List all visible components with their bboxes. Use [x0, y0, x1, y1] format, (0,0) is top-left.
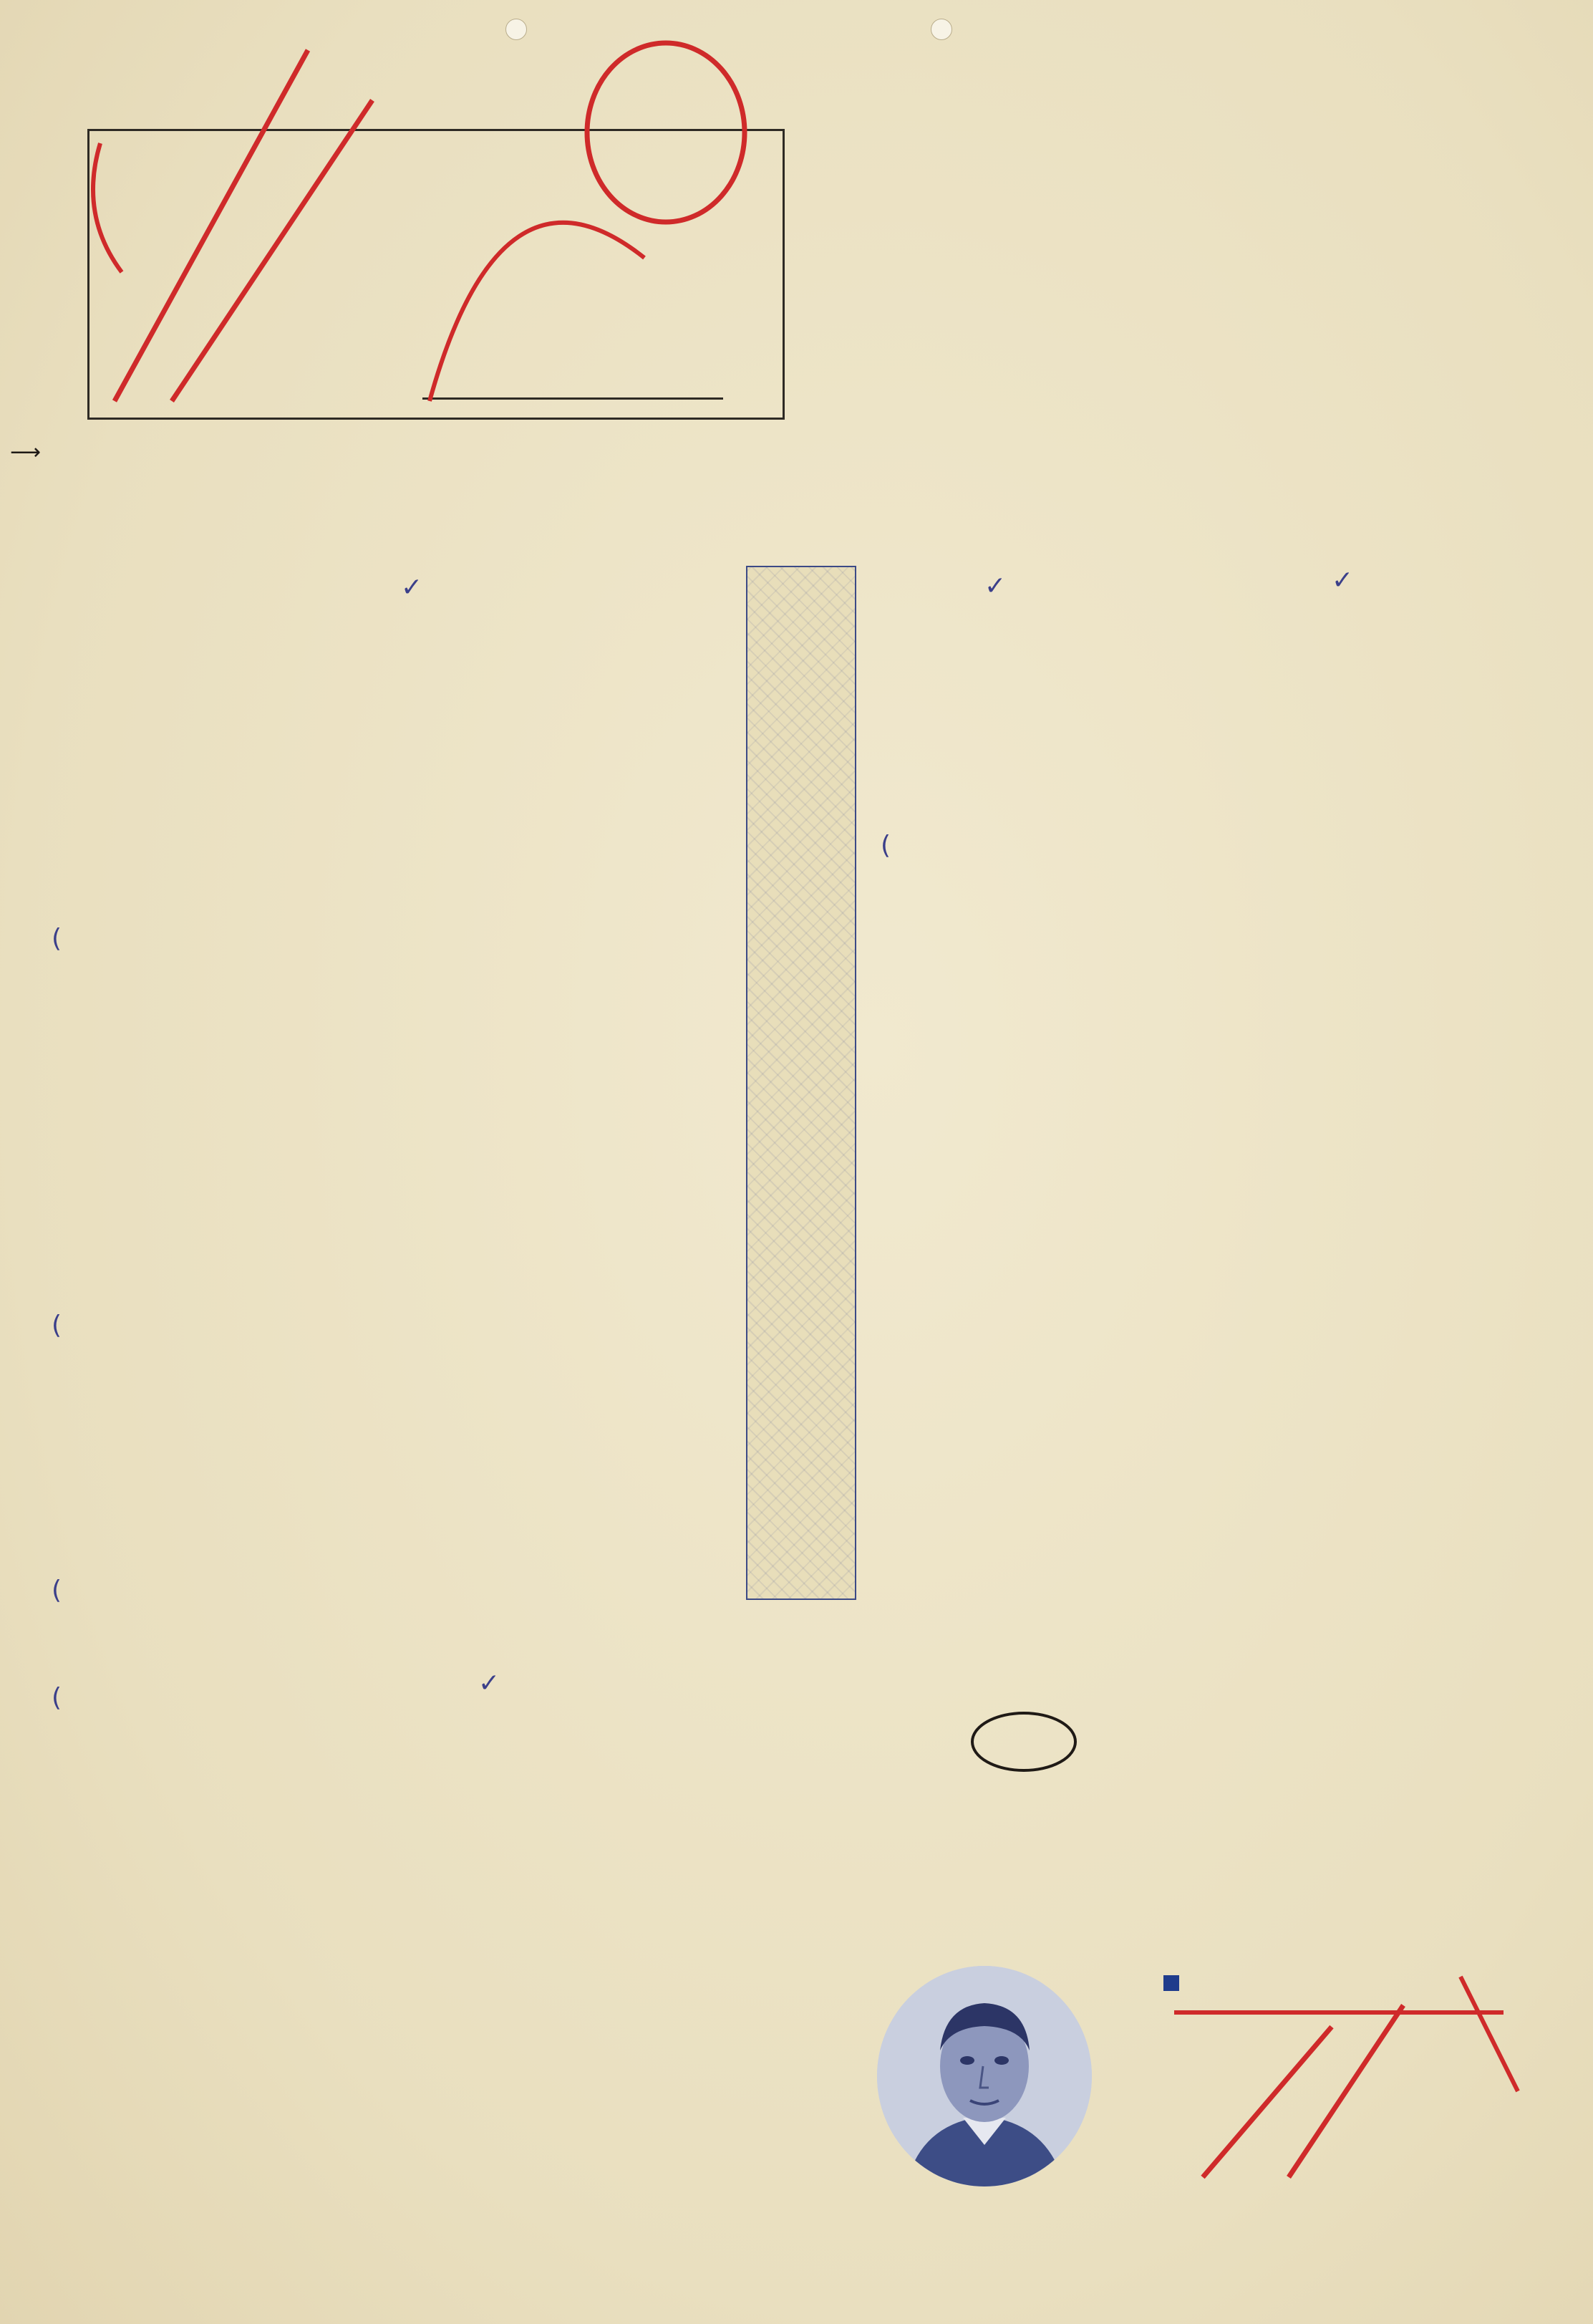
square-bullet-icon: [1163, 1975, 1179, 1991]
check-mark-icon: ✓: [1332, 566, 1354, 595]
bracket-mark-icon: (: [52, 1683, 62, 1712]
punch-hole: [931, 19, 952, 40]
bracket-mark-icon: (: [52, 1576, 62, 1605]
arrow-mark-icon: ⟶: [10, 440, 42, 465]
author-photo: [877, 1966, 1092, 2186]
author-profile: [1163, 1968, 1188, 2019]
check-mark-icon: ✓: [478, 1669, 500, 1698]
right-column: [802, 127, 1526, 168]
archive-logo: [13, 10, 271, 13]
author-profile-heading: [1163, 1968, 1188, 1997]
title-box: [87, 129, 785, 420]
pull-quote-banner: [746, 566, 856, 1600]
byline-rule: [422, 397, 723, 400]
punch-hole: [505, 19, 527, 40]
bracket-mark-icon: (: [52, 1311, 62, 1340]
check-mark-icon: ✓: [984, 572, 1007, 601]
left-column: [73, 445, 733, 474]
bracket-mark-icon: (: [52, 924, 62, 953]
bracket-mark-icon: (: [881, 831, 891, 860]
portrait-image: [877, 1966, 1092, 2186]
check-mark-icon: ✓: [401, 573, 423, 602]
